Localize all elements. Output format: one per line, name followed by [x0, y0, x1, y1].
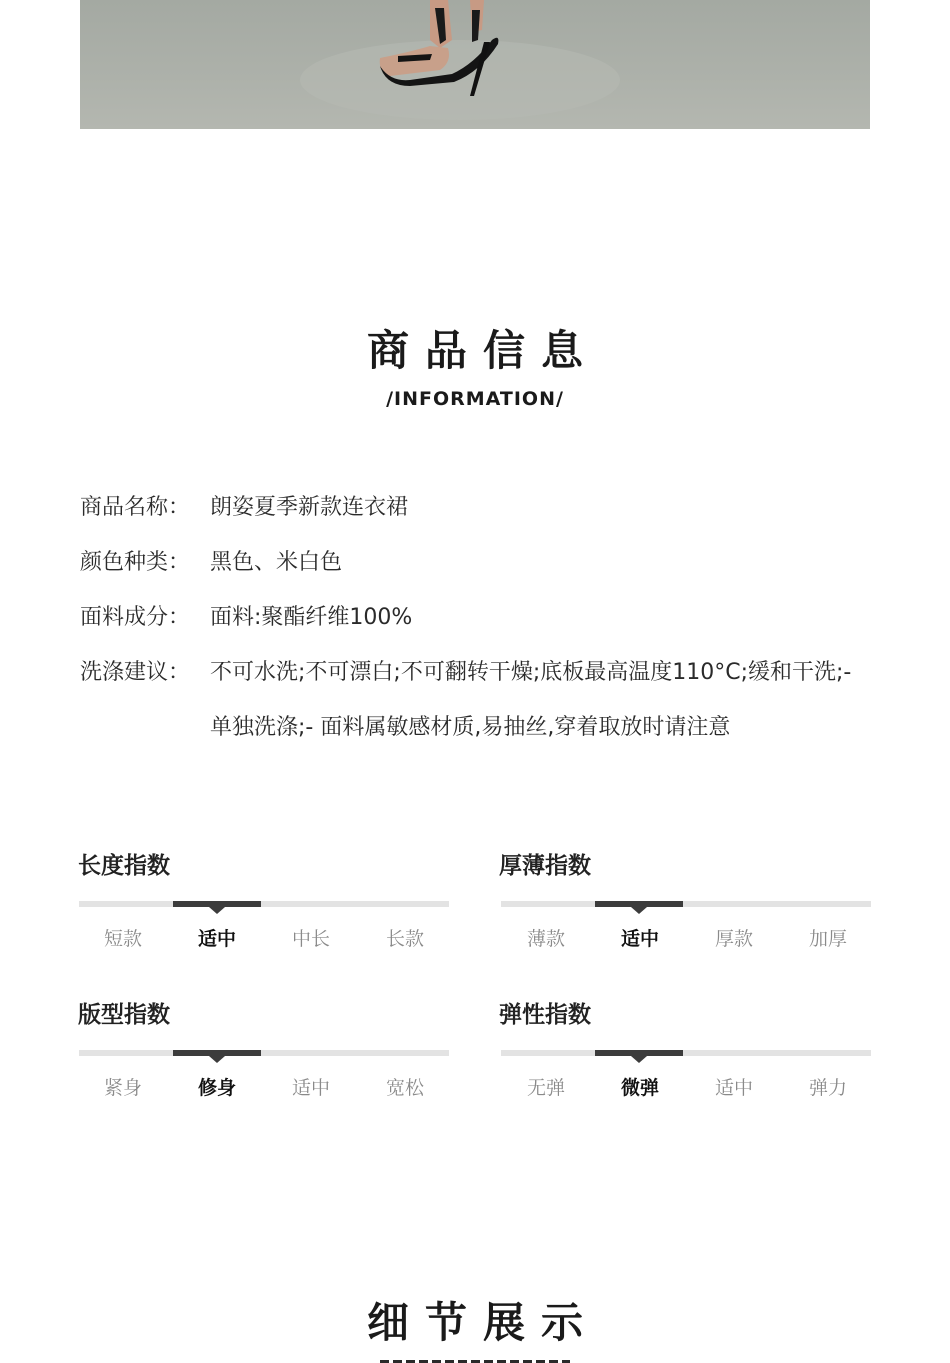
index-bar [501, 901, 871, 907]
index-option-selected: 微弹 [620, 1077, 659, 1099]
index-bar [501, 1050, 871, 1056]
index-option: 短款 [103, 928, 142, 950]
detail-section-subtitle-cropped [380, 1356, 570, 1363]
index-option: 宽松 [385, 1077, 424, 1099]
index-title: 弹性指数 [499, 1002, 591, 1028]
index-option-selected: 适中 [197, 928, 236, 950]
index-option: 弹力 [808, 1077, 847, 1099]
index-title: 长度指数 [78, 853, 170, 879]
info-label: 商品名称： [80, 495, 191, 520]
info-value: 朗姿夏季新款连衣裙 [210, 495, 409, 520]
detail-section-title: 细节展示 [366, 1298, 599, 1347]
info-row-name [80, 480, 880, 535]
info-row-care [80, 645, 880, 755]
info-value: 不可水洗;不可漂白;不可翻转干燥;底板最高温度110°C;缓和干洗;- 单独洗涤;- 面料属敏感材质,易抽丝,穿着取放时请注意 [210, 660, 852, 740]
index-option: 厚款 [714, 928, 753, 950]
index-bar-active [173, 1050, 261, 1056]
fit-index [78, 995, 450, 1099]
product-info-list [80, 480, 880, 755]
index-option: 适中 [714, 1077, 753, 1099]
index-option: 紧身 [103, 1077, 142, 1099]
index-options [76, 924, 452, 951]
index-bar-active [595, 901, 683, 907]
info-section-title: 商品信息 [366, 326, 599, 375]
index-option: 加厚 [808, 928, 847, 950]
length-index [78, 846, 450, 950]
product-photo [80, 0, 870, 129]
index-bar [79, 901, 449, 907]
info-label: 颜色种类： [80, 550, 191, 575]
index-title: 厚薄指数 [499, 853, 591, 879]
index-option: 薄款 [526, 928, 565, 950]
info-label: 洗涤建议： [80, 660, 191, 685]
info-row-fabric [80, 590, 880, 645]
index-title: 版型指数 [78, 1002, 170, 1028]
info-value: 面料:聚酯纤维100% [210, 605, 413, 630]
index-bar-active [173, 901, 261, 907]
info-section-subtitle: /INFORMATION/ [386, 388, 564, 410]
elasticity-index [499, 995, 871, 1099]
info-row-color [80, 535, 880, 590]
index-options [499, 1073, 875, 1100]
index-option-selected: 适中 [620, 928, 659, 950]
index-option: 长款 [385, 928, 424, 950]
thickness-index [499, 846, 871, 950]
info-value: 黑色、米白色 [210, 550, 343, 575]
index-bar [79, 1050, 449, 1056]
index-option-selected: 修身 [197, 1077, 236, 1099]
index-options [499, 924, 875, 951]
index-option: 中长 [291, 928, 330, 950]
index-option: 适中 [291, 1077, 330, 1099]
index-options [76, 1073, 452, 1100]
index-bar-active [595, 1050, 683, 1056]
info-label: 面料成分： [80, 605, 191, 630]
index-option: 无弹 [526, 1077, 565, 1099]
